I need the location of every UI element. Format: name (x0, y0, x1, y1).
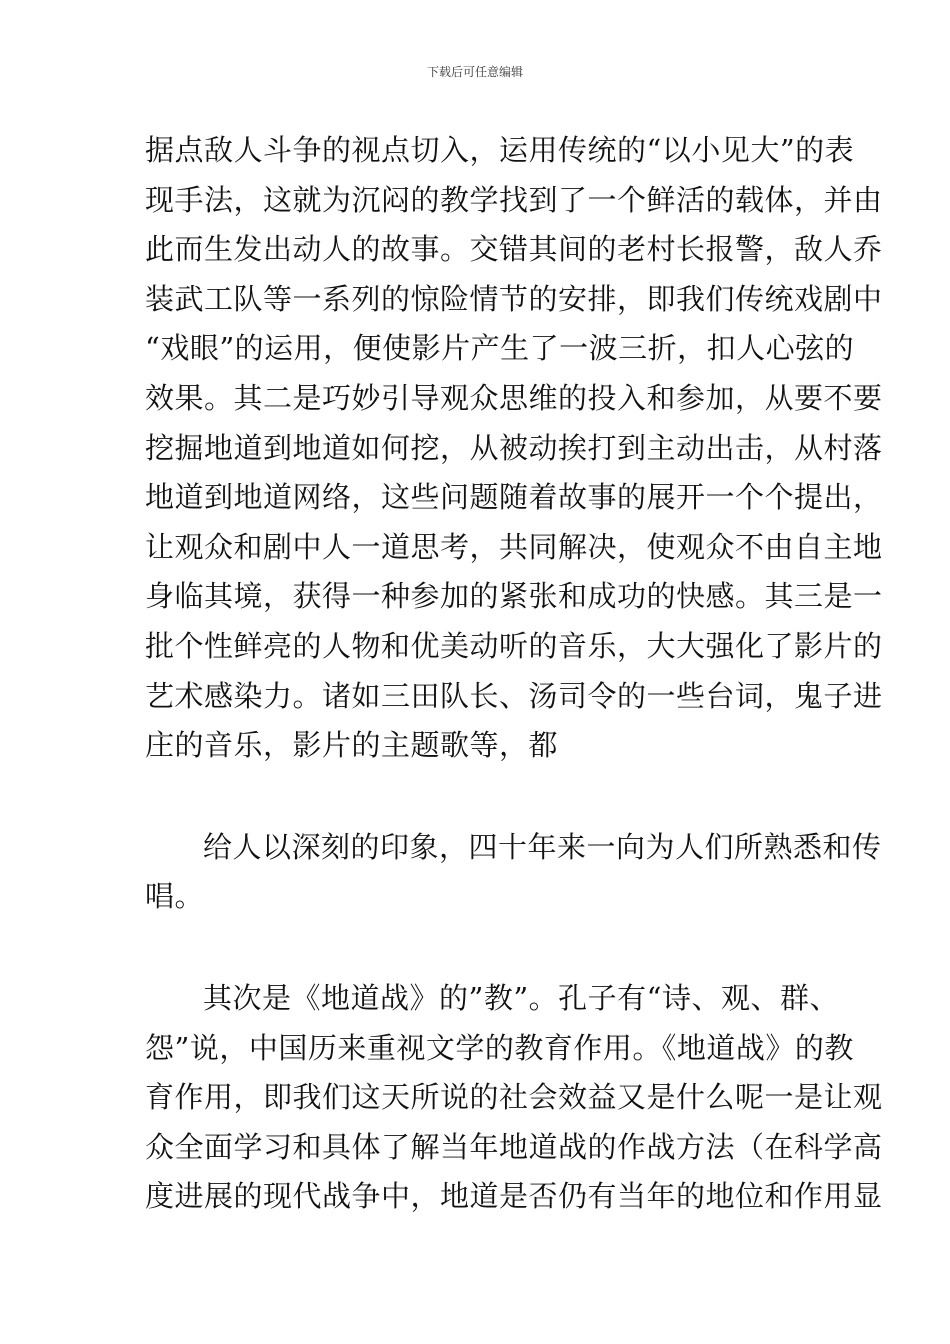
text-line: 众全面学习和具体了解当年地道战的作战方法（在科学高 (145, 1130, 883, 1164)
text-line: 身临其境，获得一种参加的紧张和成功的快感。其三是一 (145, 579, 883, 613)
text-line: 唱。 (145, 879, 205, 913)
text-line: 效果。其二是巧妙引导观众思维的投入和参加，从要不要 (145, 381, 883, 415)
text-line: 装武工队等一系列的惊险情节的安排，即我们传统戏剧中 (145, 282, 883, 316)
text-line: 庄的音乐，影片的主题歌等，都 (145, 728, 559, 762)
text-line: 其次是《地道战》的”教”。孔子有“诗、观、群、 (203, 981, 839, 1015)
text-line: 怨”说，中国历来重视文学的教育作用。《地道战》的教 (145, 1031, 854, 1065)
text-line: 据点敌人斗争的视点切入，运用传统的“以小见大”的表 (145, 133, 855, 167)
text-line: 育作用，即我们这天所说的社会效益又是什么呢一是让观 (145, 1080, 883, 1114)
text-line: 度进展的现代战争中，地道是否仍有当年的地位和作用显 (145, 1179, 883, 1213)
text-line: 艺术感染力。诸如三田队长、汤司令的一些台词，鬼子进 (145, 679, 883, 713)
text-line: 地道到地道网络，这些问题随着故事的展开一个个提出， (145, 480, 883, 514)
text-line: 此而生发出动人的故事。交错其间的老村长报警，敌人乔 (145, 232, 883, 266)
text-line: “戏眼”的运用，便使影片产生了一波三折，扣人心弦的 (145, 331, 855, 365)
text-line: 批个性鲜亮的人物和优美动听的音乐，大大强化了影片的 (145, 629, 883, 663)
text-line: 让观众和剧中人一道思考，共同解决，使观众不由自主地 (145, 530, 883, 564)
text-line: 现手法，这就为沉闷的教学找到了一个鲜活的载体，并由 (145, 183, 883, 217)
text-line: 给人以深刻的印象，四十年来一向为人们所熟悉和传 (203, 830, 882, 864)
text-line: 挖掘地道到地道如何挖，从被动挨打到主动出击，从村落 (145, 431, 883, 465)
page-header: 下载后可任意编辑 (426, 65, 523, 79)
